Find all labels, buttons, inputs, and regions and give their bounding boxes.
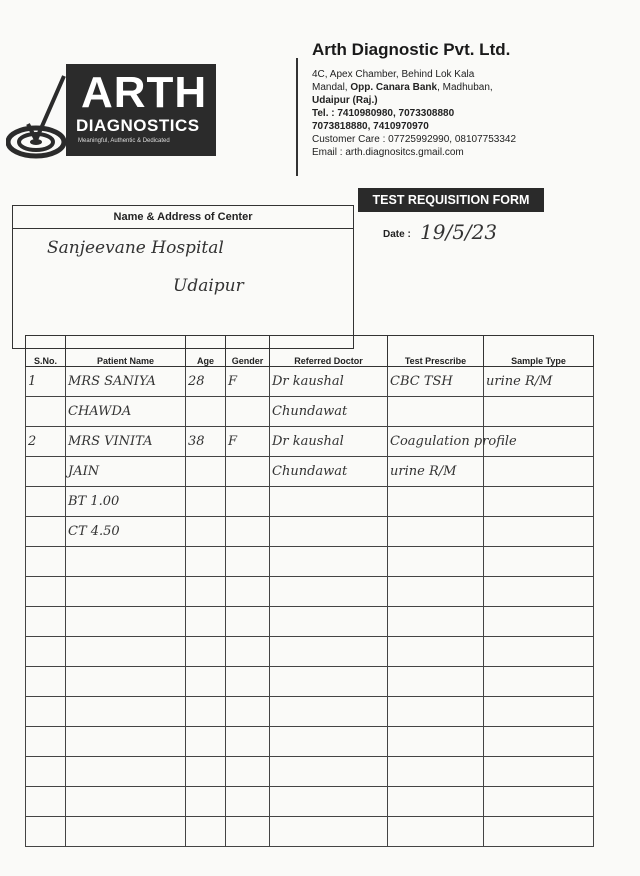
table-cell — [226, 487, 270, 517]
table-cell — [186, 787, 226, 817]
table-cell — [66, 727, 186, 757]
col-header: Referred Doctor — [270, 336, 388, 367]
table-cell — [388, 697, 484, 727]
table-header-row — [26, 336, 594, 367]
table-cell — [186, 697, 226, 727]
customer-care: Customer Care : 07725992990, 08107753342 — [312, 134, 517, 145]
table-cell — [484, 637, 594, 667]
center-box — [12, 205, 354, 349]
table-cell — [226, 637, 270, 667]
table-cell — [26, 697, 66, 727]
col-header: Test Prescribe — [388, 336, 484, 367]
logo-brand: ARTH — [81, 68, 208, 117]
table-cell — [270, 757, 388, 787]
table-cell — [484, 457, 594, 487]
header-divider — [296, 58, 298, 176]
table-cell: JAIN — [66, 457, 186, 487]
col-header: Sample Type — [484, 336, 594, 367]
table-cell: CBC TSH — [388, 367, 484, 397]
table-cell — [226, 667, 270, 697]
table-cell — [484, 727, 594, 757]
table-cell — [26, 547, 66, 577]
address-city: Udaipur (Raj.) — [312, 95, 378, 106]
table-cell — [270, 547, 388, 577]
table-cell — [26, 607, 66, 637]
table-cell — [484, 487, 594, 517]
telephone-line: Tel. : 7410980980, 7073308880 — [312, 108, 455, 119]
table-cell — [226, 727, 270, 757]
col-header: Gender — [226, 336, 270, 367]
table-cell — [388, 757, 484, 787]
table-cell: CHAWDA — [66, 397, 186, 427]
table-row — [26, 667, 594, 697]
table-row — [26, 367, 594, 397]
table-cell: Dr kaushal — [270, 367, 388, 397]
table-cell — [26, 757, 66, 787]
table-cell — [270, 637, 388, 667]
form-title: TEST REQUISITION FORM — [358, 188, 544, 212]
table-cell — [388, 547, 484, 577]
table-cell — [226, 457, 270, 487]
table-cell — [484, 397, 594, 427]
table-cell — [186, 607, 226, 637]
table-row — [26, 517, 594, 547]
table-cell: CT 4.50 — [66, 517, 186, 547]
table-cell: 38 — [186, 427, 226, 457]
table-row — [26, 487, 594, 517]
table-cell — [26, 517, 66, 547]
table-cell — [226, 547, 270, 577]
table-cell: 2 — [26, 427, 66, 457]
table-cell — [26, 457, 66, 487]
table-cell — [226, 787, 270, 817]
table-cell — [270, 787, 388, 817]
table-cell — [186, 457, 226, 487]
table-cell — [66, 787, 186, 817]
table-cell — [388, 517, 484, 547]
table-cell — [66, 757, 186, 787]
table-row — [26, 547, 594, 577]
company-info — [312, 40, 612, 159]
table-cell — [484, 577, 594, 607]
table-cell — [388, 637, 484, 667]
col-header: S.No. — [26, 336, 66, 367]
table-cell — [484, 757, 594, 787]
table-cell: Chundawat — [270, 397, 388, 427]
table-row — [26, 697, 594, 727]
table-row — [26, 817, 594, 847]
table-cell: Coagulation profile — [388, 427, 484, 457]
telephone-line: 7073818880, 7410970970 — [312, 121, 429, 132]
table-cell — [226, 697, 270, 727]
table-cell — [388, 667, 484, 697]
table-cell — [26, 397, 66, 427]
table-cell — [186, 637, 226, 667]
table-cell — [270, 817, 388, 847]
table-cell — [186, 577, 226, 607]
test-table — [25, 335, 594, 847]
table-cell — [66, 817, 186, 847]
col-header: Patient Name — [66, 336, 186, 367]
table-cell — [186, 817, 226, 847]
table-cell — [226, 397, 270, 427]
table-cell: Chundawat — [270, 457, 388, 487]
table-cell: F — [226, 367, 270, 397]
table-cell: BT 1.00 — [66, 487, 186, 517]
table-cell — [186, 727, 226, 757]
table-cell — [226, 517, 270, 547]
center-city: Udaipur — [173, 276, 244, 296]
table-cell — [226, 817, 270, 847]
table-cell — [388, 577, 484, 607]
table-cell: Dr kaushal — [270, 427, 388, 457]
date-label: Date : — [383, 229, 411, 240]
table-cell — [484, 667, 594, 697]
table-cell — [186, 547, 226, 577]
table-cell — [388, 487, 484, 517]
table-cell — [186, 397, 226, 427]
table-cell — [388, 727, 484, 757]
table-row — [26, 727, 594, 757]
logo-tagline: Meaningful, Authentic & Dedicated — [78, 138, 170, 144]
target-check-icon — [6, 62, 70, 162]
table-cell — [26, 817, 66, 847]
table-cell — [26, 727, 66, 757]
company-logo — [6, 62, 216, 162]
date-value: 19/5/23 — [420, 220, 498, 244]
table-cell — [270, 697, 388, 727]
table-cell — [270, 667, 388, 697]
company-name: Arth Diagnostic Pvt. Ltd. — [312, 40, 511, 59]
table-cell — [388, 607, 484, 637]
table-cell: urine R/M — [484, 367, 594, 397]
table-cell — [66, 577, 186, 607]
table-cell — [226, 607, 270, 637]
table-cell — [484, 517, 594, 547]
table-cell — [484, 547, 594, 577]
table-cell: MRS SANIYA — [66, 367, 186, 397]
table-cell — [26, 667, 66, 697]
table-cell — [270, 517, 388, 547]
table-cell — [270, 487, 388, 517]
table-cell: 28 — [186, 367, 226, 397]
table-cell: F — [226, 427, 270, 457]
table-cell — [186, 757, 226, 787]
table-body — [26, 367, 594, 847]
table-cell — [26, 577, 66, 607]
table-row — [26, 637, 594, 667]
table-cell — [226, 577, 270, 607]
col-header: Age — [186, 336, 226, 367]
table-cell — [66, 547, 186, 577]
table-cell — [270, 577, 388, 607]
table-cell — [66, 637, 186, 667]
table-cell — [484, 607, 594, 637]
table-cell — [66, 667, 186, 697]
table-cell — [26, 487, 66, 517]
table-cell — [270, 727, 388, 757]
table-row — [26, 457, 594, 487]
table-cell — [484, 817, 594, 847]
table-cell — [484, 697, 594, 727]
table-row — [26, 787, 594, 817]
table-cell — [186, 517, 226, 547]
address-line: 4C, Apex Chamber, Behind Lok Kala — [312, 69, 475, 80]
email: Email : arth.diagnositcs.gmail.com — [312, 147, 464, 158]
table-cell — [186, 487, 226, 517]
table-row — [26, 757, 594, 787]
table-cell — [66, 697, 186, 727]
logo-sub: DIAGNOSTICS — [76, 116, 200, 135]
table-cell — [388, 817, 484, 847]
table-cell — [26, 637, 66, 667]
table-cell: 1 — [26, 367, 66, 397]
table-cell: urine R/M — [388, 457, 484, 487]
table-row — [26, 607, 594, 637]
table-cell — [270, 607, 388, 637]
table-cell: MRS VINITA — [66, 427, 186, 457]
table-row — [26, 397, 594, 427]
table-cell — [388, 397, 484, 427]
address-line: Mandal, Opp. Canara Bank, Madhuban, — [312, 82, 493, 93]
table-cell — [388, 787, 484, 817]
table-cell — [186, 667, 226, 697]
table-cell — [226, 757, 270, 787]
table-row — [26, 577, 594, 607]
table-cell — [66, 607, 186, 637]
table-row — [26, 427, 594, 457]
table-cell — [484, 787, 594, 817]
table-cell — [26, 787, 66, 817]
center-title: Name & Address of Center — [13, 206, 353, 229]
center-name: Sanjeevane Hospital — [47, 238, 224, 258]
